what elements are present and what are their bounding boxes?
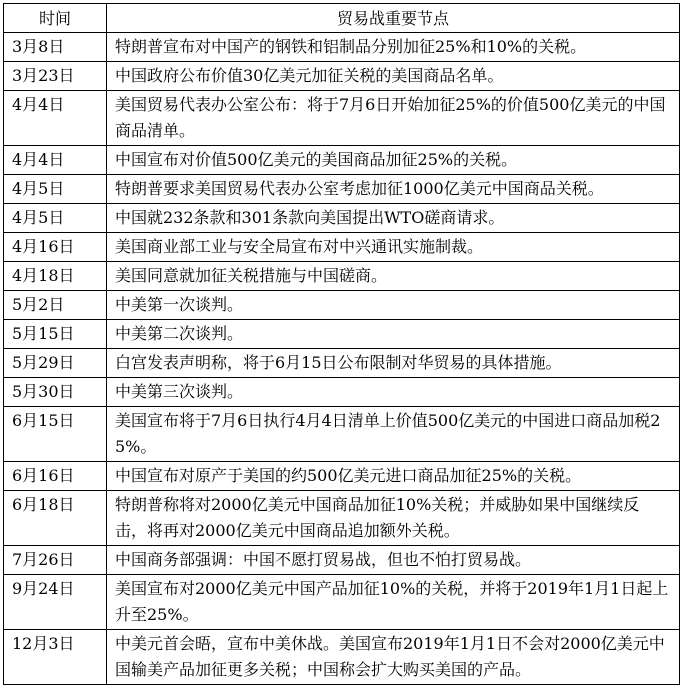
date-cell: 4月4日 — [4, 91, 107, 146]
date-cell: 5月2日 — [4, 291, 107, 320]
event-cell: 中国就232条款和301条款向美国提出WTO磋商请求。 — [107, 204, 680, 233]
date-cell: 4月16日 — [4, 233, 107, 262]
date-cell: 4月5日 — [4, 175, 107, 204]
table-row — [4, 291, 680, 320]
date-cell: 9月24日 — [4, 575, 107, 630]
event-cell: 美国商业部工业与安全局宣布对中兴通讯实施制裁。 — [107, 233, 680, 262]
date-cell: 6月18日 — [4, 491, 107, 546]
event-cell: 中美第二次谈判。 — [107, 320, 680, 349]
column-header-event: 贸易战重要节点 — [107, 4, 680, 33]
table-row — [4, 378, 680, 407]
date-cell: 5月29日 — [4, 349, 107, 378]
event-cell: 中国政府公布价值30亿美元加征关税的美国商品名单。 — [107, 62, 680, 91]
event-cell: 美国宣布对2000亿美元中国产品加征10%的关税，并将于2019年1月1日起上升至25%。 — [107, 575, 680, 630]
table-row — [4, 491, 680, 546]
date-cell: 3月8日 — [4, 33, 107, 62]
column-header-time: 时间 — [4, 4, 107, 33]
date-cell: 4月4日 — [4, 146, 107, 175]
table-row — [4, 91, 680, 146]
event-cell: 特朗普要求美国贸易代表办公室考虑加征1000亿美元中国商品关税。 — [107, 175, 680, 204]
event-cell: 特朗普称将对2000亿美元中国商品加征10%关税；并威胁如果中国继续反击，将再对2000亿美元中国商品追加额外关税。 — [107, 491, 680, 546]
date-cell: 3月23日 — [4, 62, 107, 91]
event-cell: 中国宣布对原产于美国的约500亿美元进口商品加征25%的关税。 — [107, 462, 680, 491]
event-cell: 特朗普宣布对中国产的钢铁和铝制品分别加征25%和10%的关税。 — [107, 33, 680, 62]
event-cell: 美国宣布将于7月6日执行4月4日清单上价值500亿美元的中国进口商品加税25%。 — [107, 407, 680, 462]
table-row — [4, 33, 680, 62]
date-cell: 7月26日 — [4, 546, 107, 575]
date-cell: 5月15日 — [4, 320, 107, 349]
table-row — [4, 630, 680, 685]
date-cell: 6月16日 — [4, 462, 107, 491]
date-cell: 4月5日 — [4, 204, 107, 233]
event-cell: 中美第一次谈判。 — [107, 291, 680, 320]
event-cell: 中国商务部强调：中国不愿打贸易战，但也不怕打贸易战。 — [107, 546, 680, 575]
table-row — [4, 146, 680, 175]
table-row — [4, 349, 680, 378]
event-cell: 中美元首会晤，宣布中美休战。美国宣布2019年1月1日不会对2000亿美元中国输美产品加征更多关税；中国称会扩大购买美国的产品。 — [107, 630, 680, 685]
event-cell: 中美第三次谈判。 — [107, 378, 680, 407]
table-row — [4, 575, 680, 630]
event-cell: 白宫发表声明称，将于6月15日公布限制对华贸易的具体措施。 — [107, 349, 680, 378]
trade-war-timeline-table — [3, 3, 680, 685]
table-row — [4, 462, 680, 491]
table-row — [4, 546, 680, 575]
event-cell: 美国同意就加征关税措施与中国磋商。 — [107, 262, 680, 291]
table-row — [4, 175, 680, 204]
table-row — [4, 62, 680, 91]
date-cell: 12月3日 — [4, 630, 107, 685]
date-cell: 5月30日 — [4, 378, 107, 407]
table-row — [4, 320, 680, 349]
table-row — [4, 262, 680, 291]
table-row — [4, 233, 680, 262]
event-cell: 中国宣布对价值500亿美元的美国商品加征25%的关税。 — [107, 146, 680, 175]
header-row — [4, 4, 680, 33]
table-row — [4, 407, 680, 462]
date-cell: 6月15日 — [4, 407, 107, 462]
table-row — [4, 204, 680, 233]
event-cell: 美国贸易代表办公室公布：将于7月6日开始加征25%的价值500亿美元的中国商品清单。 — [107, 91, 680, 146]
date-cell: 4月18日 — [4, 262, 107, 291]
